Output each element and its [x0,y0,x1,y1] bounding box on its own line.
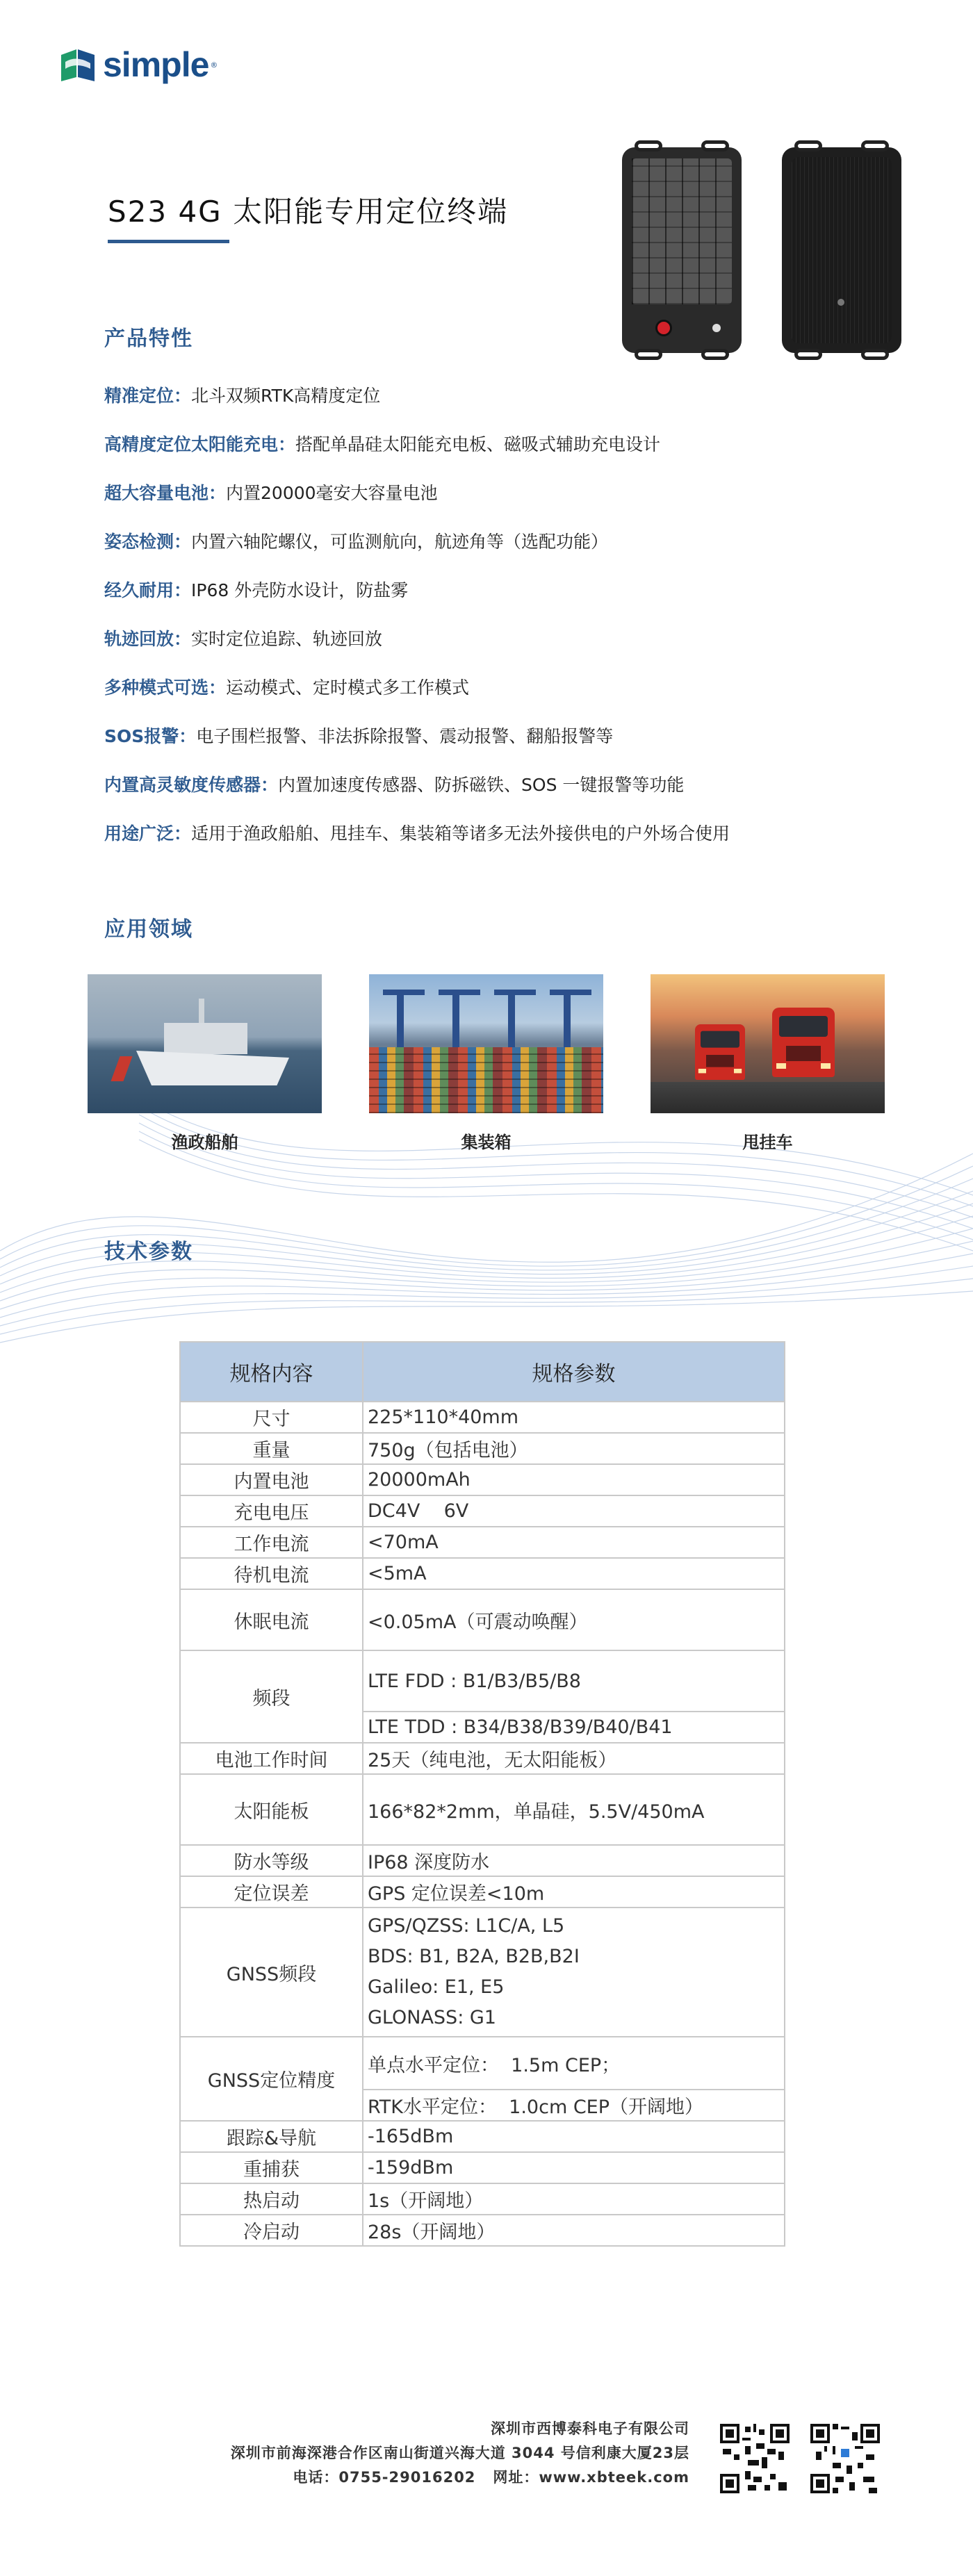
table-row [180,2152,785,2183]
spec-name: GNSS定位精度 [180,2037,363,2121]
application-label: 甩挂车 [742,1133,793,1152]
solar-panel [632,158,732,304]
table-header-row [180,1342,785,1402]
feature-item [104,770,903,819]
back-texture [792,157,892,343]
feature-item [104,381,903,429]
spec-name: 热启动 [180,2183,363,2215]
gnss-band-line: GPS/QZSS: L1C/A, L5 [368,1915,565,1937]
feature-key: 多种模式可选： [104,678,227,698]
gnss-band-line: Galileo: E1, E5 [368,1976,505,1998]
brand-logo [58,44,218,85]
qr-code-icon [720,2424,790,2493]
spec-value: 25天（纯电池，无太阳能板） [363,1743,785,1774]
container-image [369,974,603,1113]
mount-ear-icon [861,349,889,360]
gnss-band-line: BDS: B1, B2A, B2B,B2I [368,1946,580,1967]
spec-name: 充电电压 [180,1495,363,1527]
spec-name: 待机电流 [180,1558,363,1589]
table-row [180,1558,785,1589]
mount-ear-icon [701,349,729,360]
spec-name: 跟踪&导航 [180,2121,363,2152]
feature-key: 内置高灵敏度传感器： [104,775,279,795]
product-title: S23 4G 太阳能专用定位终端 [108,195,509,229]
feature-item [104,478,903,527]
device-back-image [782,147,901,353]
feature-item [104,673,903,721]
spec-name: 防水等级 [180,1845,363,1876]
table-row [180,1527,785,1558]
feature-key: 姿态检测： [104,532,192,552]
feature-key: 轨迹回放： [104,629,192,649]
table-row [180,1845,785,1876]
spec-value: DC4V 6V [363,1495,785,1527]
ship-image [88,974,322,1113]
spec-value: 166*82*2mm，单晶硅，5.5V/450mA [363,1774,785,1845]
table-row [180,1743,785,1774]
feature-value: 内置加速度传感器、防拆磁铁、SOS 一键报警等功能 [278,775,685,795]
mount-ear-icon [861,140,889,151]
application-card [88,974,322,1153]
table-row [180,2183,785,2215]
spec-table [179,1341,785,2247]
spec-value: <5mA [363,1558,785,1589]
application-label: 渔政船舶 [171,1133,238,1152]
specs-heading: 技术参数 [104,1240,193,1264]
col-header-value: 规格参数 [363,1342,785,1402]
feature-key: 精准定位： [104,386,192,406]
spec-value: IP68 深度防水 [363,1845,785,1876]
qr-code-icon [810,2424,880,2493]
table-row [180,2037,785,2090]
feature-value: 适用于渔政船舶、甩挂车、集装箱等诸多无法外接供电的户外场合使用 [191,823,730,844]
spec-value: RTK水平定位： 1.0cm CEP（开阔地） [363,2090,785,2121]
table-row [180,1402,785,1433]
mount-ear-icon [794,140,822,151]
table-row [180,1908,785,2037]
feature-item [104,429,903,478]
spec-name: 休眠电流 [180,1589,363,1650]
indicator-dot [712,324,721,332]
features-heading: 产品特性 [104,327,193,351]
spec-value: LTE FDD : B1/B3/B5/B8 [363,1650,785,1712]
gnss-band-line: GLONASS: G1 [368,2007,496,2028]
company-phone-website: 电话：0755-29016202 网址：www.xbteek.com [293,2469,689,2486]
spec-value: LTE TDD : B34/B38/B39/B40/B41 [363,1712,785,1743]
spec-value: 750g（包括电池） [363,1433,785,1464]
feature-list [104,381,903,867]
feature-value: IP68 外壳防水设计，防盐雾 [191,580,409,600]
spec-value: -159dBm [363,2152,785,2183]
spec-name: 尺寸 [180,1402,363,1433]
spec-name: 电池工作时间 [180,1743,363,1774]
spec-value [363,1908,785,2037]
spec-value: 1s（开阔地） [363,2183,785,2215]
feature-key: 经久耐用： [104,580,192,600]
application-card [369,974,603,1153]
company-address: 深圳市前海深港合作区南山街道兴海大道 3044 号信利康大厦23层 [230,2445,689,2461]
spec-name: 工作电流 [180,1527,363,1558]
spec-name: 重捕获 [180,2152,363,2183]
table-row [180,1589,785,1650]
spec-value: 单点水平定位： 1.5m CEP； [363,2037,785,2090]
table-row [180,1464,785,1495]
feature-key: 用途广泛： [104,823,192,844]
application-label: 集装箱 [461,1133,512,1152]
sos-button-icon [655,320,672,336]
feature-value: 北斗双频RTK高精度定位 [191,386,381,406]
spec-value: <70mA [363,1527,785,1558]
feature-item [104,527,903,575]
mount-ear-icon [635,349,662,360]
feature-key: SOS报警： [104,726,197,746]
logo-mark-icon [58,45,97,84]
spec-name: 重量 [180,1433,363,1464]
feature-item [104,575,903,624]
spec-name: 频段 [180,1650,363,1743]
spec-value: 28s（开阔地） [363,2215,785,2246]
feature-key: 高精度定位太阳能充电： [104,434,296,454]
feature-key: 超大容量电池： [104,483,227,503]
back-screw [837,299,844,306]
table-row [180,2121,785,2152]
feature-value: 实时定位追踪、轨迹回放 [191,629,383,649]
spec-value: GPS 定位误差<10m [363,1876,785,1908]
feature-value: 搭配单晶硅太阳能充电板、磁吸式辅助充电设计 [295,434,661,454]
feature-item [104,624,903,673]
feature-value: 电子围栏报警、非法拆除报警、震动报警、翻船报警等 [196,726,614,746]
spec-name: 内置电池 [180,1464,363,1495]
spec-value: 20000mAh [363,1464,785,1495]
mount-ear-icon [794,349,822,360]
feature-value: 内置六轴陀螺仪，可监测航向，航迹角等（选配功能） [191,532,609,552]
brand-reg: ® [210,60,218,69]
truck-image [651,974,885,1113]
spec-value: 225*110*40mm [363,1402,785,1433]
feature-value: 内置20000毫安大容量电池 [226,483,438,503]
applications-heading: 应用领域 [104,917,193,942]
table-row [180,2215,785,2246]
table-row [180,1433,785,1464]
table-row [180,1650,785,1712]
table-row [180,1495,785,1527]
feature-item [104,819,903,867]
spec-value: -165dBm [363,2121,785,2152]
footer-contact [231,2417,689,2490]
spec-name: GNSS频段 [180,1908,363,2037]
table-row [180,1774,785,1845]
title-underline [108,240,229,243]
company-name: 深圳市西博泰科电子有限公司 [491,2420,689,2437]
application-card [651,974,885,1153]
device-front-image [622,147,742,353]
feature-value: 运动模式、定时模式多工作模式 [226,678,470,698]
spec-name: 冷启动 [180,2215,363,2246]
brand-name: simple [103,45,209,84]
spec-value: <0.05mA（可震动唤醒） [363,1589,785,1650]
spec-name: 太阳能板 [180,1774,363,1845]
mount-ear-icon [635,140,662,151]
spec-name: 定位误差 [180,1876,363,1908]
col-header-item: 规格内容 [180,1342,363,1402]
table-row [180,1876,785,1908]
feature-item [104,721,903,770]
mount-ear-icon [701,140,729,151]
